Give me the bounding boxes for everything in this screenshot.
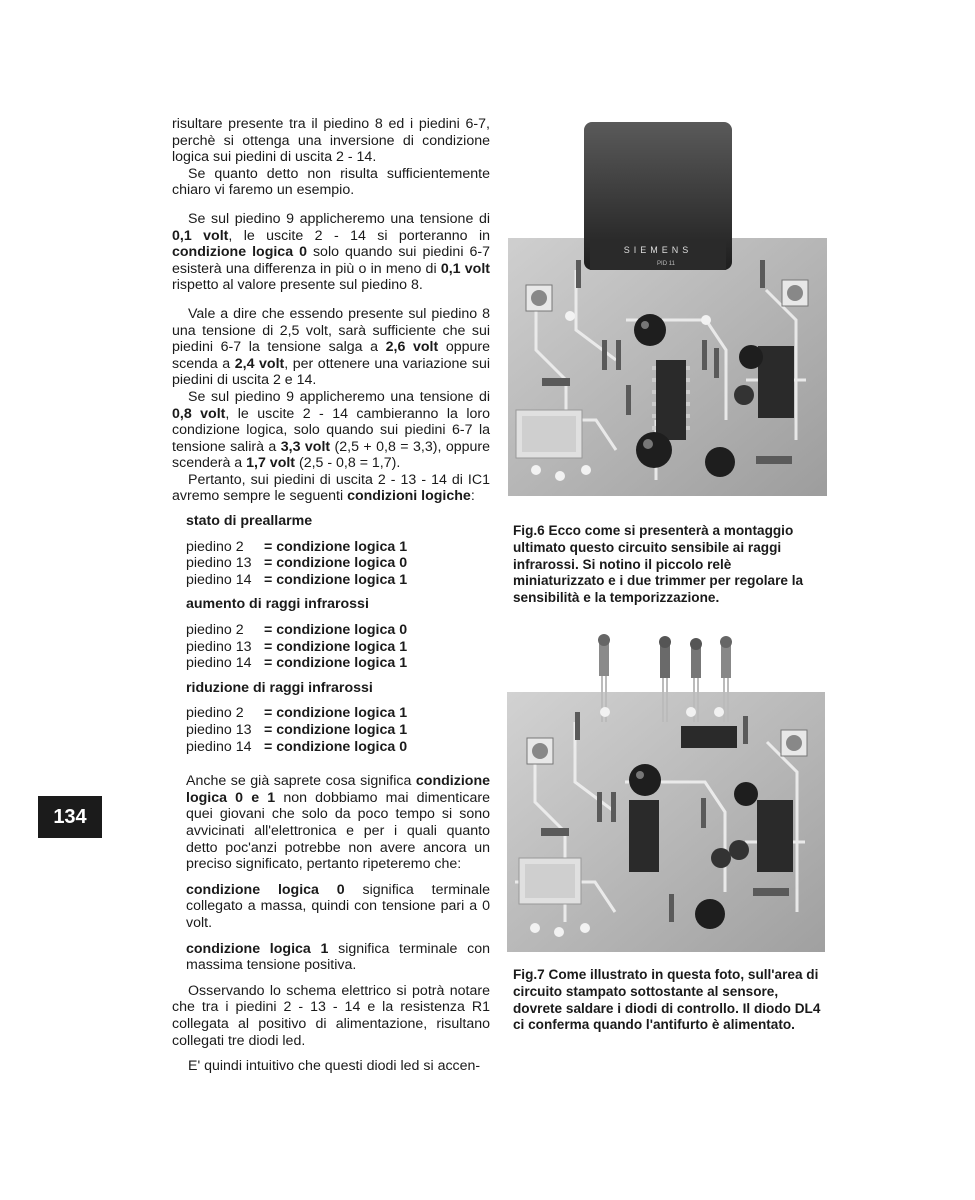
logic-list [172, 513, 490, 588]
logic-list [172, 596, 490, 671]
list-heading: riduzione di raggi infrarossi [186, 679, 373, 696]
figure-7-photo [505, 632, 827, 954]
list-row: piedino 14 = condizione logica 1 [186, 571, 408, 588]
relay-label: SIEMENS [623, 245, 693, 255]
list-heading: stato di preallarme [186, 513, 313, 530]
list-row: piedino 2 = condizione logica 1 [186, 705, 408, 722]
paragraph: Se sul piedino 9 applicheremo una tensione di 0,8 volt, le uscite 2 - 14 cambieranno la loro condizione logica, solo quando sui piedini 6-7 la tensione salirà a 3,3 volt (2,5 + 0,8 = 3,3), oppure scenderà a 1,7 volt (2,5 - 0,8 = 1,7). [172, 388, 491, 472]
circuit-board-photo [505, 632, 827, 954]
circuit-board-photo [506, 120, 829, 498]
paragraph: condizione logica 0 significa terminale collegato a massa, quindi con tensione pari a 0 volt. [186, 881, 490, 931]
list-row: piedino 2 = condizione logica 1 [186, 538, 408, 555]
list-row: piedino 2 = condizione logica 0 [186, 622, 408, 639]
list-row: piedino 14 = condizione logica 0 [186, 738, 408, 755]
paragraph: risultare presente tra il piedino 8 ed i piedini 6-7, perchè si ottenga una inversione di condizione logica sui piedini di uscita 2 - 14. [172, 116, 490, 166]
logic-list [172, 680, 490, 755]
list-row: piedino 14 = condizione logica 1 [186, 655, 408, 672]
paragraph: condizione logica 1 significa terminale con massima tensione positiva. [186, 940, 490, 974]
list-row: piedino 13 = condizione logica 1 [186, 638, 408, 655]
page-number: 134 [38, 796, 102, 838]
paragraph: Se sul piedino 9 applicheremo una tensione di 0,1 volt, le uscite 2 - 14 si porteranno in condizione logica 0 solo quando sui piedini 6-7 esisterà una differenza in più o in meno di 0,1 volt rispetto al valore presente sul piedino 8. [172, 210, 490, 294]
paragraph: Se quanto detto non risulta sufficientemente chiaro vi faremo un esempio. [172, 165, 490, 199]
figure-6-photo [506, 120, 829, 498]
paragraph: Pertanto, sui piedini di uscita 2 - 13 - 14 di IC1 avremo sempre le seguenti condizioni logiche: [172, 471, 490, 505]
list-heading: aumento di raggi infrarossi [186, 596, 369, 613]
paragraph: Osservando lo schema elettrico si potrà notare che tra i piedini 2 - 13 - 14 e la resistenza R1 collegata al positivo di alimentazione, risultano collegati tre diodi led. [172, 982, 490, 1049]
list-row: piedino 13 = condizione logica 0 [186, 555, 408, 572]
paragraph: Vale a dire che essendo presente sul piedino 8 una tensione di 2,5 volt, sarà sufficiente che sui piedini 6-7 la tensione salga a 2,6 volt oppure scenda a 2,4 volt, per ottenere una variazione sui piedini di uscita 2 e 14. [172, 305, 491, 389]
relay-sublabel: PID 11 [657, 261, 675, 267]
list-row: piedino 13 = condizione logica 1 [186, 722, 408, 738]
body-text-column [172, 116, 490, 1075]
paragraph: Anche se già saprete cosa significa condizione logica 0 e 1 non dobbiamo mai dimenticare quei giovani che solo da poco tempo si sono avvicinati all'elettronica e per i quali quanto detto poc'anzi potrebbe non avere ancora un preciso significato, pertanto ripeteremo che: [186, 773, 491, 873]
figure-7-caption: Fig.7 Come illustrato in questa foto, sull'area di circuito stampato sottostante al sensore, dovrete saldare i diodi di controllo. Il diodo DL4 ci conferma quando l'antifurto è alimentato. [513, 967, 821, 1033]
figure-6-caption: Fig.6 Ecco come si presenterà a montaggio ultimato questo circuito sensibile ai raggi infrarossi. Si notino il piccolo relè miniaturizzato e i due trimmer per regolare la sensibilità e la temporizzazione. [513, 523, 804, 606]
paragraph: E' quindi intuitivo che questi diodi led si accen- [188, 1058, 481, 1075]
